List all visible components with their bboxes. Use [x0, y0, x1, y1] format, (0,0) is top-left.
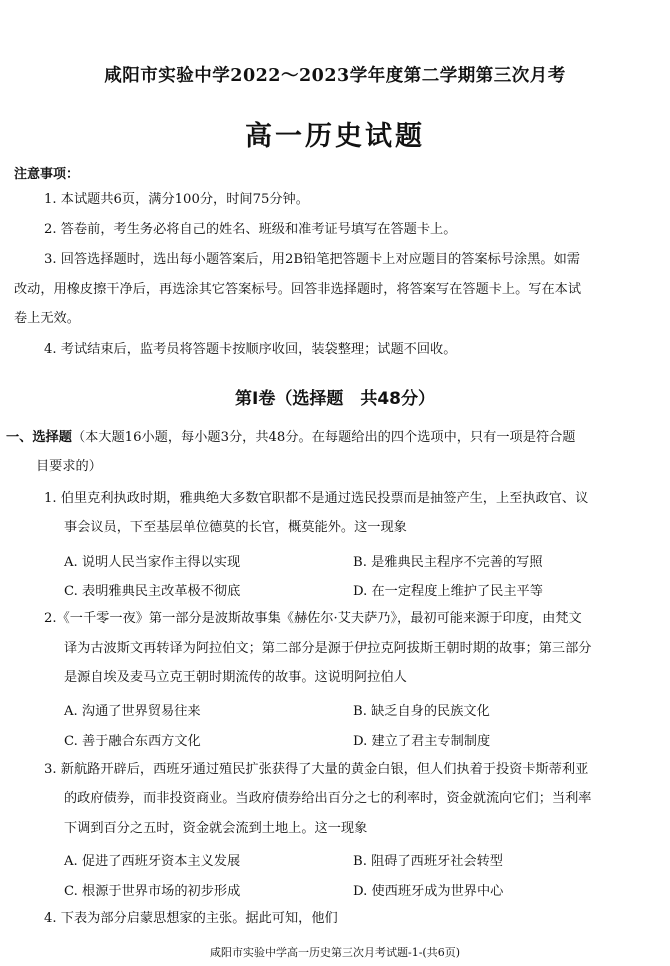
question-2-stem-line-2: 译为古波斯文再转译为阿拉伯文；第二部分是源于伊拉克阿拔斯王朝时期的故事；第三部分 [64, 641, 592, 656]
notice-item-3-line-3: 卷上无效。 [14, 311, 80, 326]
notice-item-3-line-2: 改动，用橡皮擦干净后，再选涂其它答案标号。回答非选择题时，将答案写在答题卡上。写在本试 [14, 282, 582, 297]
section-title: 第Ⅰ卷（选择题 共48分） [235, 389, 435, 409]
question-3-option-b: B. 阻碍了西班牙社会转型 [353, 854, 503, 869]
part1-label: 一、选择题 [6, 430, 72, 445]
question-4-stem-line-1: 4. 下表为部分启蒙思想家的主张。据此可知，他们 [44, 911, 338, 926]
question-2-option-d: D. 建立了君主专制制度 [353, 734, 491, 749]
notice-item-3-line-1: 3. 回答选择题时，选出每小题答案后，用2B铅笔把答题卡上对应题目的答案标号涂黑。如需 [44, 252, 580, 267]
question-3-option-c: C. 根源于世界市场的初步形成 [64, 884, 241, 899]
question-3-stem-line-1: 3. 新航路开辟后，西班牙通过殖民扩张获得了大量的黄金白银，但人们执着于投资卡斯蒂利亚 [44, 762, 589, 777]
question-3-option-a: A. 促进了西班牙资本主义发展 [64, 854, 241, 869]
question-1-stem-line-1: 1. 伯里克利执政时期，雅典绝大多数官职都不是通过选民投票而是抽签产生，上至执政官、议 [44, 491, 589, 506]
question-3-stem-line-2: 的政府债券，而非投资商业。当政府债券给出百分之七的利率时，资金就流向它们；当利率 [64, 791, 592, 806]
question-2-option-b: B. 缺乏自身的民族文化 [353, 704, 490, 719]
question-3-option-d: D. 使西班牙成为世界中心 [353, 884, 504, 899]
question-2-stem-line-3: 是源自埃及麦马立克王朝时期流传的故事。这说明阿拉伯人 [64, 670, 407, 685]
question-1-option-a: A. 说明人民当家作主得以实现 [64, 555, 241, 570]
exam-header: 咸阳市实验中学2022～2023学年度第二学期第三次月考 [104, 66, 566, 86]
question-3-stem-line-3: 下调到百分之五时，资金就会流到土地上。这一现象 [64, 821, 368, 836]
question-1-option-b: B. 是雅典民主程序不完善的写照 [353, 555, 543, 570]
question-2-option-c: C. 善于融合东西方文化 [64, 734, 201, 749]
question-1-option-d: D. 在一定程度上维护了民主平等 [353, 584, 543, 599]
question-2-stem-line-1: 2.《一千零一夜》第一部分是波斯故事集《赫佐尔·艾夫萨乃》，最初可能来源于印度，由梵文 [44, 611, 582, 626]
page-footer: 咸阳市实验中学高一历史第三次月考试题-1-(共6页) [209, 946, 460, 959]
exam-title: 高一历史试题 [245, 121, 425, 152]
notice-item-4: 4. 考试结束后，监考员将答题卡按顺序收回，装袋整理；试题不回收。 [44, 342, 457, 357]
notice-heading: 注意事项： [14, 167, 80, 182]
question-1-stem-line-2: 事会议员，下至基层单位德莫的长官，概莫能外。这一现象 [64, 520, 407, 535]
part1-instructions-line-2: 目要求的） [36, 459, 102, 474]
question-2-option-a: A. 沟通了世界贸易往来 [64, 704, 201, 719]
part1-desc: （本大题16小题，每小题3分，共48分。在每题给出的四个选项中，只有一项是符合题 [71, 430, 576, 445]
question-1-option-c: C. 表明雅典民主改革极不彻底 [64, 584, 241, 599]
notice-item-1: 1. 本试题共6页，满分100分，时间75分钟。 [44, 192, 309, 207]
part1-instructions-line-1 [6, 428, 575, 448]
notice-item-2: 2. 答卷前，考生务必将自己的姓名、班级和准考证号填写在答题卡上。 [44, 222, 457, 237]
